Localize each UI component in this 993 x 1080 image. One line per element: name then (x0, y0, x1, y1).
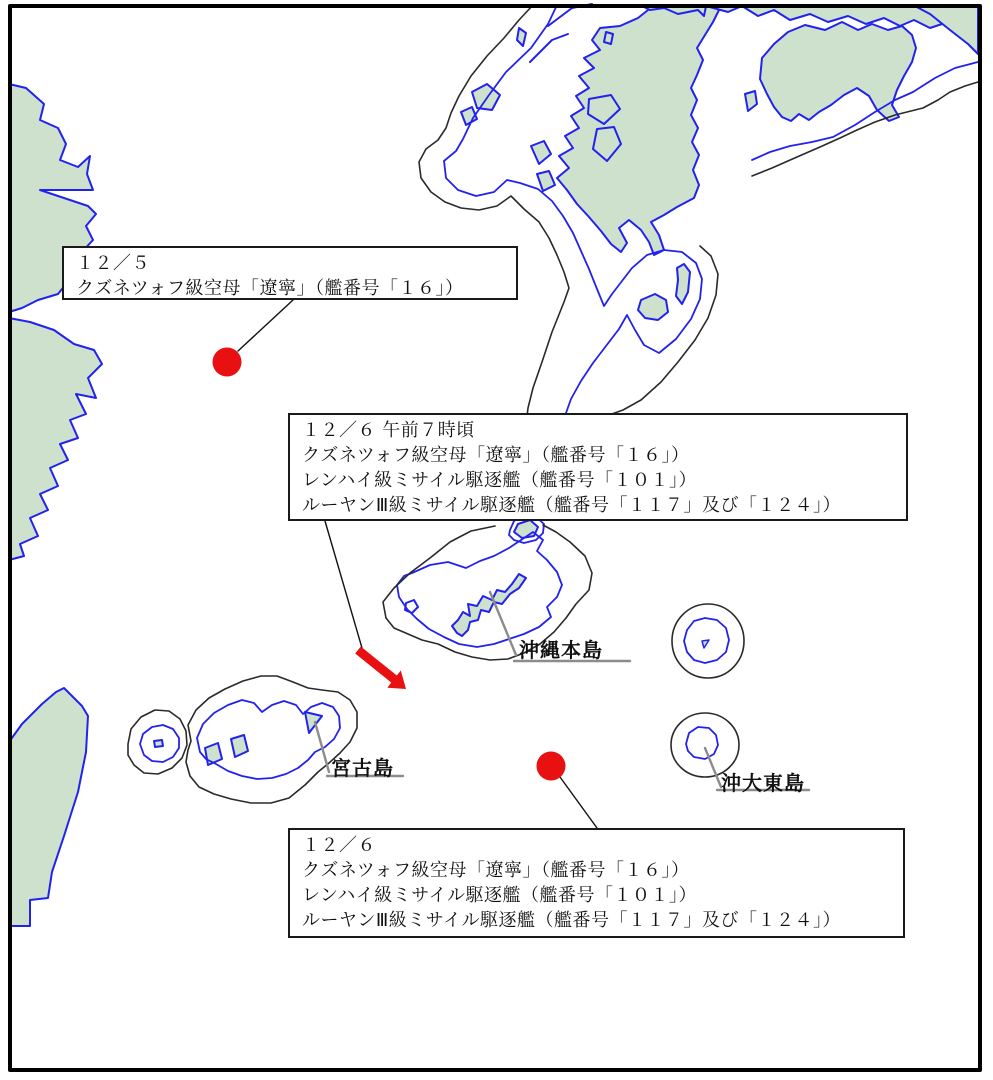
tanegashima-island (676, 264, 690, 304)
yakushima-island (638, 294, 668, 320)
box2-leader-line (325, 521, 362, 648)
black-contour-band-southeast (609, 246, 718, 415)
ship-position-dot-2 (537, 752, 566, 781)
okinawa-west-islet (405, 600, 418, 613)
sighting-box-dec5-line2: クズネツォフ級空母「遼寧」（艦番号「１６」） (76, 278, 464, 299)
black-contour-west-kyushu (419, 5, 569, 416)
okinawa-honto-label: 沖縄本島 (519, 638, 603, 662)
sighting-box-dec5-line1: １２／５ (76, 253, 150, 274)
koshiki-islet-1 (531, 141, 551, 164)
sighting-box-dec6-morning (288, 413, 908, 521)
goto-islands-1 (472, 84, 500, 110)
goto-islands-3 (517, 28, 526, 46)
kyushu-island (557, 5, 719, 255)
bungo-islet (745, 91, 757, 111)
china-coast-south (9, 318, 102, 560)
okinawa-main-island (452, 574, 526, 636)
sighting-box-dec6-morning-line4: ルーヤンⅢ級ミサイル駆逐艦（艦番号「１１７」及び「１２４」） (302, 495, 841, 516)
movement-arrow (355, 647, 406, 690)
black-contour-layer (128, 5, 978, 803)
miyakojima-island (305, 712, 322, 733)
sighting-box-dec6-line2: クズネツォフ級空母「遼寧」（艦番号「１６」） (302, 860, 690, 881)
sighting-box-dec6-line3: レンハイ級ミサイル駆逐艦（艦番号「１０１」） (302, 885, 698, 906)
okidaitojima-label: 沖大東島 (721, 771, 805, 795)
sighting-box-dec6-morning-line2: クズネツォフ級空母「遼寧」（艦番号「１６」） (302, 445, 690, 466)
koshiki-islet-2 (537, 171, 555, 191)
black-contour-miyako-main (186, 676, 357, 803)
ship-position-dot-1 (213, 348, 242, 377)
taiwan-island (9, 688, 88, 926)
blue-contour-miyako-main (197, 700, 340, 779)
sighting-box-dec6-line1: １２／６ (302, 835, 376, 856)
box3-leader-line (560, 777, 597, 828)
miyako-islet-2 (231, 735, 248, 757)
sighting-box-dec6-morning-line1: １２／６ 午前７時頃 (302, 420, 475, 441)
blue-contour-okinawa (397, 532, 562, 647)
sighting-box-dec6-line4: ルーヤンⅢ級ミサイル駆逐艦（艦番号「１１７」及び「１２４」） (302, 910, 841, 931)
annotation-leader-layer (238, 300, 597, 828)
miyakojima-label: 宮古島 (331, 756, 394, 780)
miyako-islet-3 (154, 740, 163, 747)
iki-islet (604, 32, 613, 44)
blue-ring-okidaito (686, 727, 718, 759)
shikoku-island (760, 22, 916, 121)
sighting-box-dec5 (62, 246, 518, 300)
sighting-box-dec6 (288, 828, 905, 938)
kitadaito-islet (702, 640, 709, 648)
miyako-islet-1 (205, 743, 222, 765)
box1-leader-line (238, 300, 293, 351)
amami-islet (514, 520, 538, 538)
sighting-box-dec6-morning-line3: レンハイ級ミサイル駆逐艦（艦番号「１０１」） (302, 470, 698, 491)
